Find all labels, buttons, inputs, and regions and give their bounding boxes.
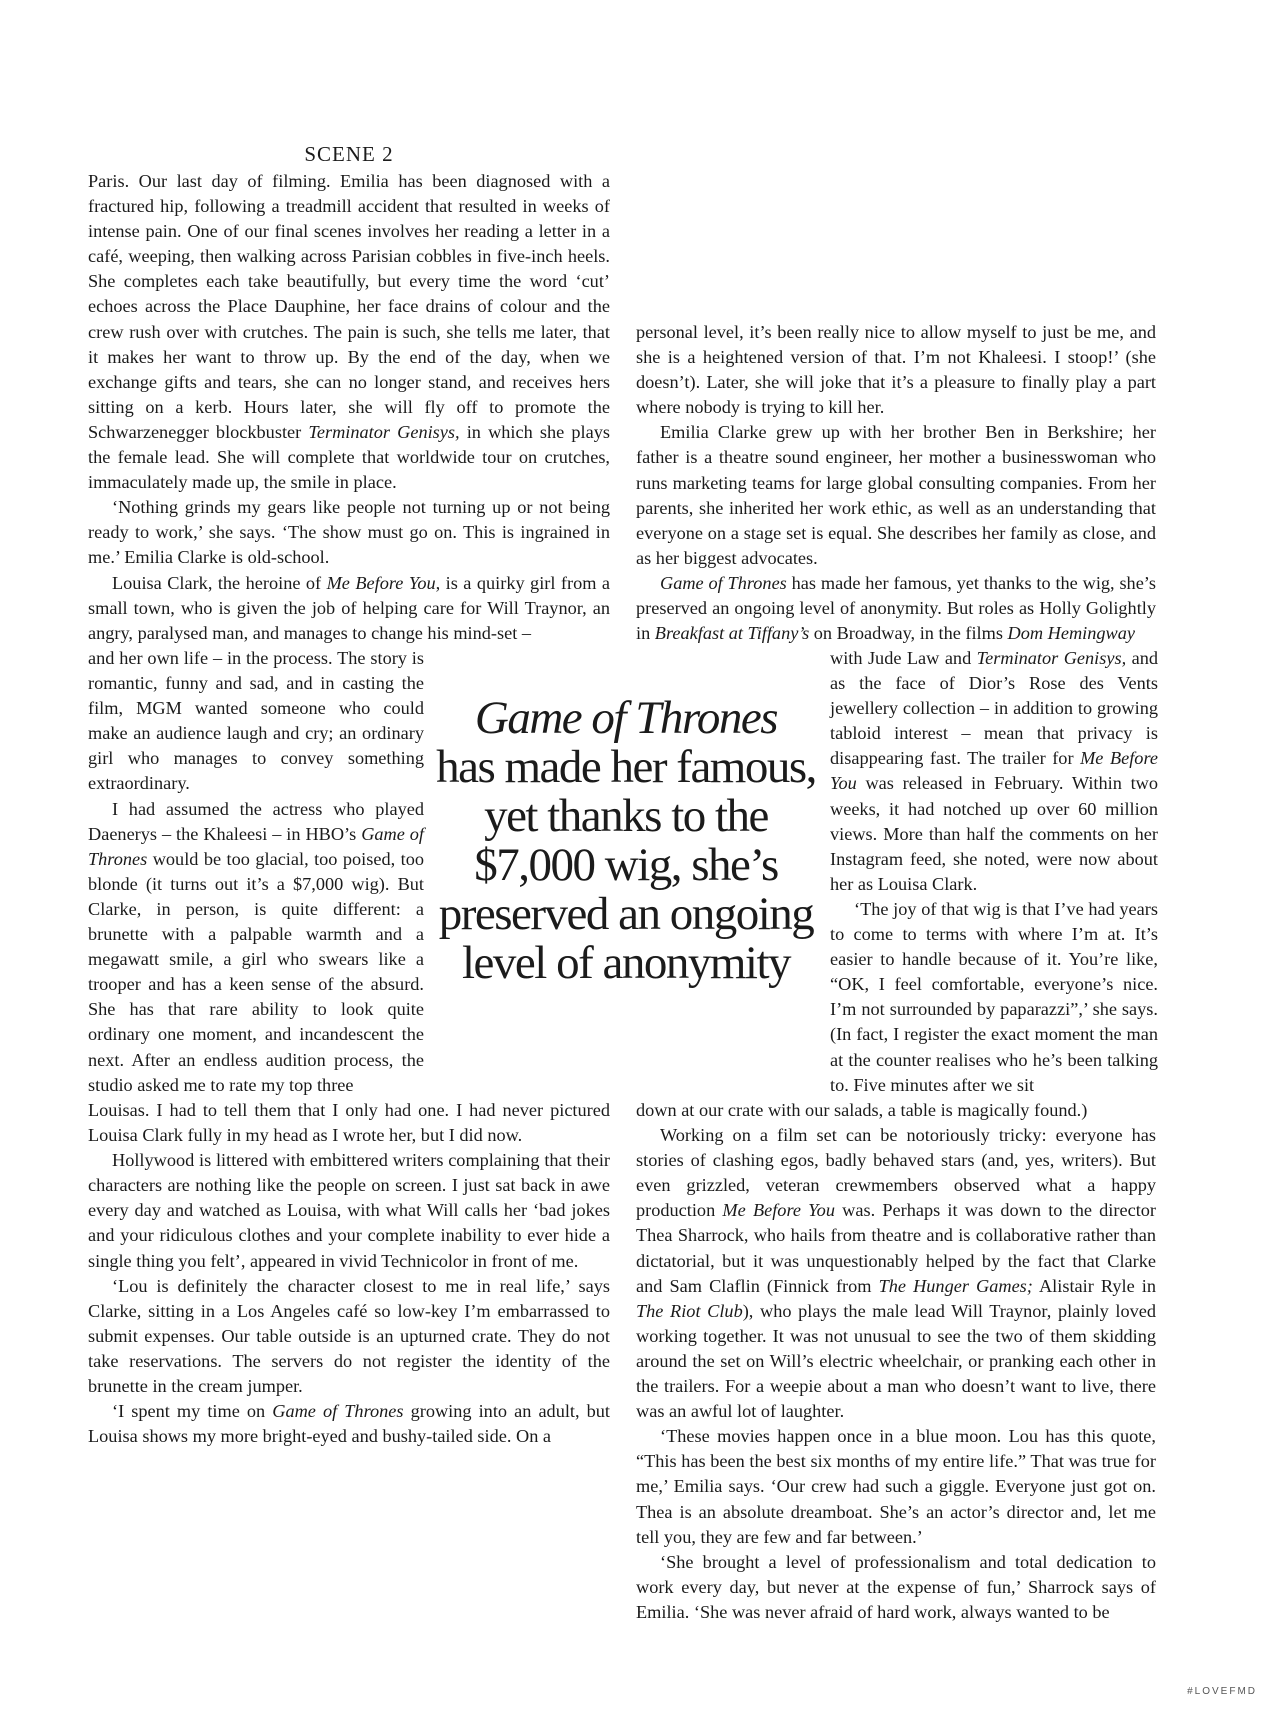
paragraph: ‘Nothing grinds my gears like people not turning up or not being ready to work,’ she says. ‘The show must go on. This is ingrained in me.’ Emilia Clarke is old-school. <box>88 497 610 568</box>
paragraph: personal level, it’s been really nice to allow myself to just be me, and she is a heightened version of that. I’m not Khaleesi. I stoop!’ (she doesn’t). Later, she will joke that it’s a pleasure to finally play a part where nobody is trying to kill her. <box>636 322 1156 418</box>
paragraph: down at our crate with our salads, a table is magically found.) <box>636 1100 1088 1120</box>
paragraph: ‘The joy of that wig is that I’ve had years to come to terms with where I’m at. It’s easier to handle because of it. You’re like, “OK, I feel comfortable, everyone’s nice. I’m not surrounded by paparazzi”,’ she says. (In fact, I register the exact moment the man at the counter realises who he’s been talking to. Five minutes after we sit <box>830 898 1158 1095</box>
paragraph: with Jude Law and Terminator Genisys, and as the face of Dior’s Rose des Vents jewellery collection – in addition to growing tabloid interest – mean that privacy is disappearing fast. The trailer for Me Before You was released in February. Within two weeks, it had notched up over 60 million views. More than half the comments on her Instagram feed, she noted, were now about her as Louisa Clark. <box>830 648 1159 894</box>
column-right-bottom <box>636 1098 1156 1625</box>
paragraph: I had assumed the actress who played Daenerys – the Khaleesi – in HBO’s Game of Thrones would be too glacial, too poised, too blonde (it turns out it’s a $7,000 wig). But Clarke, in person, is quite different: a brunette with a palpable warmth and a megawatt smile, a girl who swears like a trooper and has a keen sense of the absurd. She has that rare ability to look quite ordinary one moment, and incandescent the next. After an endless audition process, the studio asked me to rate my top three <box>88 798 425 1095</box>
column-left-bottom <box>88 1098 610 1449</box>
paragraph: Paris. Our last day of filming. Emilia has been diagnosed with a fractured hip, following a treadmill accident that resulted in weeks of intense pain. One of our final scenes involves her reading a letter in a café, weeping, then walking across Parisian cobbles in five-inch heels. She completes each take beautifully, but every time the word ‘cut’ echoes across the Place Dauphine, her face drains of colour and the crew rush over with crutches. The pain is such, she tells me later, that it makes her want to throw up. By the end of the day, when we exchange gifts and tears, she can no longer stand, and receives hers sitting on a kerb. Hours later, she will fly off to promote the Schwarzenegger blockbuster Terminator Genisys, in which she plays the female lead. She will complete that worldwide tour on crutches, immaculately made up, the smile in place. <box>88 171 610 493</box>
paragraph: Louisa Clark, the heroine of Me Before You, is a quirky girl from a small town, who is given the job of helping care for Will Traynor, an angry, paralysed man, and manages to change his mind-set – <box>88 572 610 643</box>
column-right-narrow <box>830 646 1158 1098</box>
paragraph: and her own life – in the process. The story is romantic, funny and sad, and in casting the film, MGM wanted someone who could make an audience laugh and cry; an ordinary girl who manages to convey something extraordinary. <box>88 648 424 794</box>
paragraph: ‘These movies happen once in a blue moon. Lou has this quote, “This has been the best six months of my entire life.” That was true for me,’ Emilia says. ‘Our crew had such a giggle. Everyone just got on. Thea is an absolute dreamboat. She’s an actor’s director and, let me tell you, they are few and far between.’ <box>636 1426 1156 1547</box>
pull-quote <box>436 694 816 988</box>
column-right-top <box>636 320 1156 646</box>
paragraph: ‘Lou is definitely the character closest to me in real life,’ says Clarke, sitting in a Los Angeles café so low-key I’m embarrassed to submit expenses. Our table outside is an upturned crate. They do not take reservations. The servers do not register the identity of the brunette in the cream jumper. <box>88 1275 610 1397</box>
column-left-top <box>88 169 610 646</box>
pull-quote-title: Game of Thrones <box>474 692 778 744</box>
paragraph: Game of Thrones has made her famous, yet thanks to the wig, she’s preserved an ongoing level of anonymity. But roles as Holly Golightly in Breakfast at Tiffany’s on Broadway, in the films Dom Hemingway <box>636 572 1157 644</box>
column-left-narrow <box>88 646 424 1098</box>
paragraph: Hollywood is littered with embittered writers complaining that their characters are nothing like the people on screen. I just sat back in awe every day and watched as Louisa, with what Will calls her ‘bad jokes and your ridiculous clothes and your complete inability to ever hide a single thing you felt’, appeared in vivid Technicolor in front of me. <box>88 1150 610 1271</box>
watermark: #LOVEFMD <box>1187 1686 1257 1697</box>
paragraph: Louisas. I had to tell them that I only had one. I had never pictured Louisa Clark fully in my head as I wrote her, but I did now. <box>88 1100 610 1146</box>
paragraph: Working on a film set can be notoriously tricky: everyone has stories of clashing egos, badly behaved stars (and, yes, writers). But even grizzled, veteran crewmembers observed what a happy production Me Before You was. Perhaps it was down to the director Thea Sharrock, who hails from theatre and is collaborative rather than dictatorial, but it was unquestionably helped by the fact that Clarke and Sam Claflin (Finnick from The Hunger Games; Alistair Ryle in The Riot Club), who plays the male lead Will Traynor, plainly loved working together. It was not unusual to see the two of them skidding around the set on Will’s electric wheelchair, or pranking each other in the trailers. For a weepie about a man who doesn’t want to live, there was an awful lot of laughter. <box>636 1125 1157 1422</box>
scene-heading: SCENE 2 <box>304 142 394 166</box>
paragraph: ‘She brought a level of professionalism and total dedication to work every day, but never at the expense of fun,’ Sharrock says of Emilia. ‘She was never afraid of hard work, always wanted to be <box>636 1551 1156 1622</box>
pull-quote-text: has made her famous, yet thanks to the $7,000 wig, she’s preserved an ongoing level of anonymity <box>436 741 816 989</box>
paragraph: Emilia Clarke grew up with her brother Ben in Berkshire; her father is a theatre sound engineer, her mother a businesswoman who runs marketing teams for large global consulting companies. From her parents, she inherited her work ethic, as well as an understanding that everyone on a stage set is equal. She describes her family as close, and as her biggest advocates. <box>636 422 1156 568</box>
paragraph: ‘I spent my time on Game of Thrones growing into an adult, but Louisa shows my more bright-eyed and bushy-tailed side. On a <box>88 1401 610 1447</box>
